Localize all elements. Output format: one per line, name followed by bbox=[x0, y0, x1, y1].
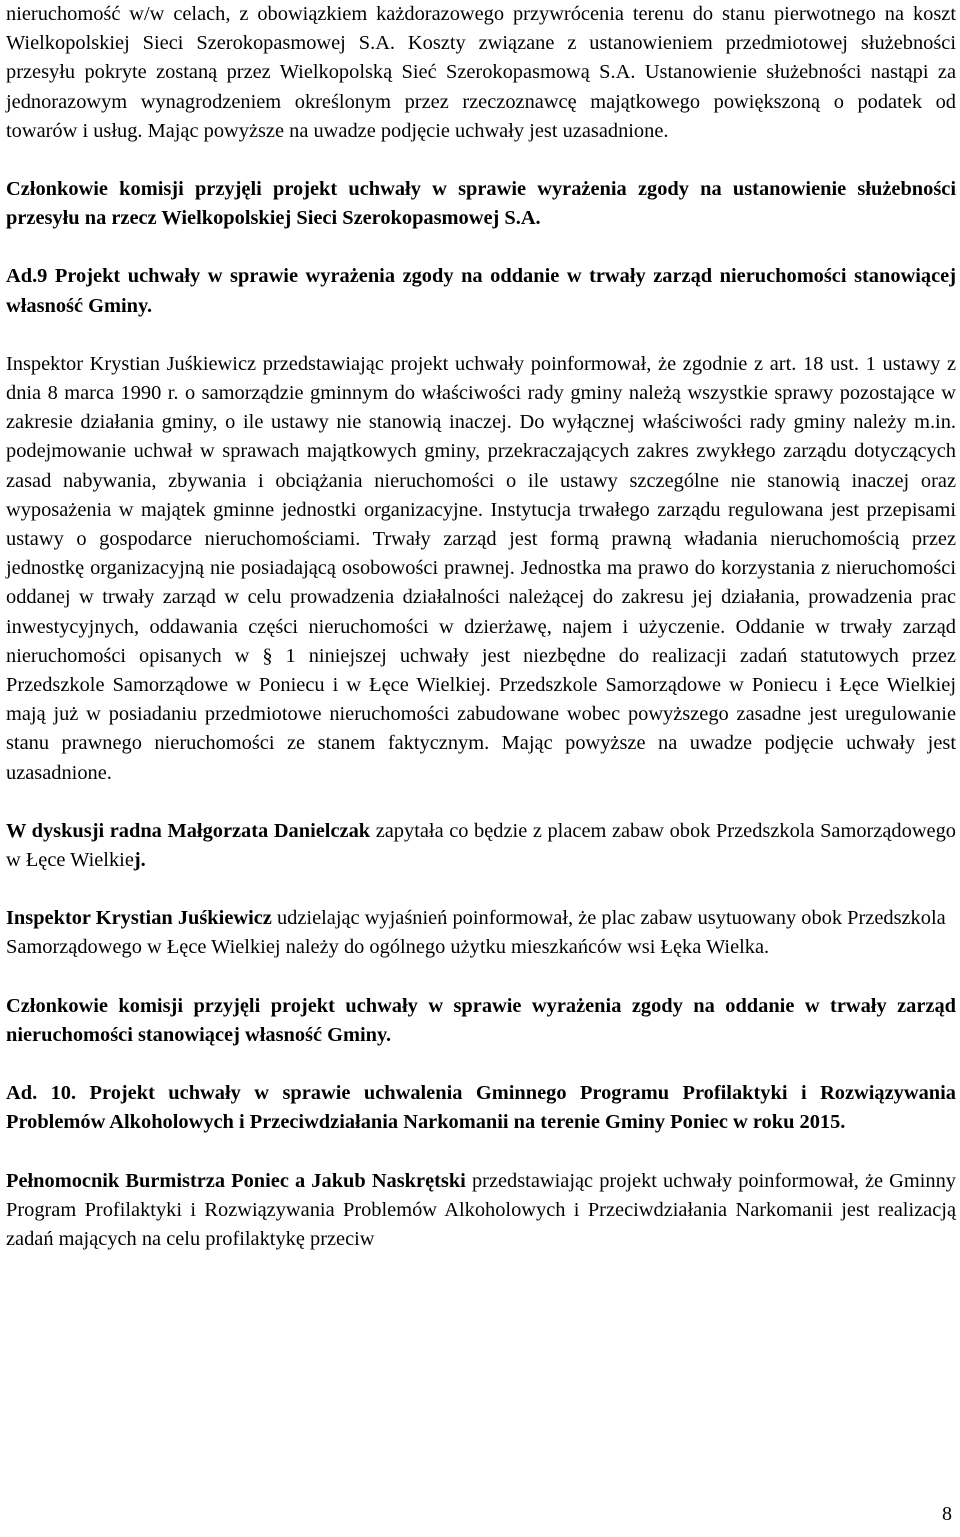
paragraph-gap bbox=[6, 233, 956, 262]
paragraph-gap bbox=[6, 788, 956, 817]
paragraph-gap bbox=[6, 963, 956, 992]
paragraph-1: nieruchomość w/w celach, z obowiązkiem każdorazowego przywrócenia terenu do stanu pierwotnego na koszt Wielkopolskiej Sieci Szerokopasmowej S.A. Koszty związane z ustanowieniem przedmiotowej służebności przesyłu pokryte zostaną przez Wielkopolską Sieć Szerokopasmową S.A. Ustanowienie służebności nastąpi za jednorazowym wynagrodzeniem określonym przez rzeczoznawcę majątkowego powiększoną o podatek od towarów i usług. Mając powyższe na uwadze podjęcie uchwały jest uzasadnione. bbox=[6, 3, 956, 142]
statement-text: przedstawiając projekt uchwały poinformował, że zgodnie z art. 18 ust. 1 ustawy z dnia 8 marca 1990 r. o samorządzie gminnym do właściwości rady gminy należą wszystkie sprawy pozostające w zakresie działania gminy, o ile ustawy nie stanowią inaczej. Do wyłącznej właściwości rady gminy należy m.in. podejmowanie uchwał w sprawach majątkowych gminy, przekraczających zakres zwykłego zarządu dotyczących zasad nabywania, zbywania i obciążania nieruchomości o ile ustawy szczególne nie stanowią inaczej oraz wyposażenia w majątek gminne jednostki organizacyjne. Instytucja trwałego zarządu regulowana jest przepisami ustawy o gospodarce nieruchomościami. Trwały zarząd jest formą prawną władania nieruchomością przez jednostkę organizacyjną nie posiadającą osobowości prawnej. Jednostka ma prawo do korzystania z nieruchomości oddanej w trwały zarząd w celu prowadzenia działalności należącej do zakresu jej działania, prowadzenia prac inwestycyjnych, oddawania części nieruchomości w dzierżawę, najem i użyczenie. Oddanie w trwały zarząd nieruchomości opisanych w § 1 niniejszej uchwały jest niezbędne do realizacji zadań statutowych przez Przedszkole Samorządowe w Poniecu i w Łęce Wielkiej. Przedszkole Samorządowe w Poniecu i Łęce Wielkiej mają już w posiadaniu przedmiotowe nieruchomości zabudowane wobec powyższego zasadne jest uregulowanie stanu prawnego nieruchomości ze stanem faktycznym. Mając powyższe na uwadze podjęcie uchwały jest uzasadnione. bbox=[6, 352, 956, 784]
document-page bbox=[6, 0, 956, 1254]
paragraph-gap bbox=[6, 321, 956, 350]
paragraph-gap bbox=[6, 875, 956, 904]
question-end: j. bbox=[133, 849, 146, 872]
statement-text: przedstawiając projekt uchwały poinformował, że Gminny Program Profilaktyki i Rozwiązywania Problemów Alkoholowych i Przeciwdziałania Narkomanii jest realizacją zadań mających na celu profilaktykę przeciw bbox=[6, 1169, 957, 1250]
paragraph-gap bbox=[6, 1138, 956, 1167]
agenda-item-10: Ad. 10. Projekt uchwały w sprawie uchwalenia Gminnego Programu Profilaktyki i Rozwiązywania Problemów Alkoholowych i Przeciwdziałania Narkomanii na terenie Gminy Poniec w roku 2015. bbox=[6, 1082, 956, 1134]
paragraph-committee-decision-2: Członkowie komisji przyjęli projekt uchwały w sprawie wyrażenia zgody na oddanie w trwały zarząd nieruchomości stanowiącej własność Gminy. bbox=[6, 994, 956, 1046]
speaker-name: W dyskusji radna Małgorzata Danielczak bbox=[6, 819, 371, 842]
paragraph-discussion-question bbox=[6, 817, 956, 875]
paragraph-plenipotentiary-statement bbox=[6, 1167, 956, 1255]
speaker-name: Pełnomocnik Burmistrza Poniec a Jakub Naskrętski bbox=[6, 1169, 466, 1192]
paragraph-committee-decision-1: Członkowie komisji przyjęli projekt uchwały w sprawie wyrażenia zgody na ustanowienie służebności przesyłu na rzecz Wielkopolskiej Sieci Szerokopasmowej S.A. bbox=[6, 178, 956, 230]
question-text: zapytała co będzie z placem zabaw obok Przedszkola Samorządowego w Łęce Wielkie bbox=[6, 819, 956, 872]
agenda-item-9: Ad.9 Projekt uchwały w sprawie wyrażenia zgody na oddanie w trwały zarząd nieruchomości stanowiącej własność Gminy. bbox=[6, 265, 956, 317]
paragraph-inspector-statement bbox=[6, 350, 956, 788]
answer-text: udzielając wyjaśnień poinformował, że plac zabaw usytuowany obok Przedszkola Samorządowego w Łęce Wielkiej należy do ogólnego użytku mieszkańców wsi Łęka Wielka. bbox=[6, 907, 946, 959]
paragraph-inspector-answer bbox=[6, 904, 956, 962]
paragraph-gap bbox=[6, 146, 956, 175]
speaker-name: Inspektor Krystian Juśkiewicz bbox=[6, 907, 272, 930]
speaker-name: Inspektor Krystian Juśkiewicz bbox=[6, 352, 257, 375]
page-number: 8 bbox=[942, 1503, 952, 1525]
paragraph-gap bbox=[6, 1050, 956, 1079]
